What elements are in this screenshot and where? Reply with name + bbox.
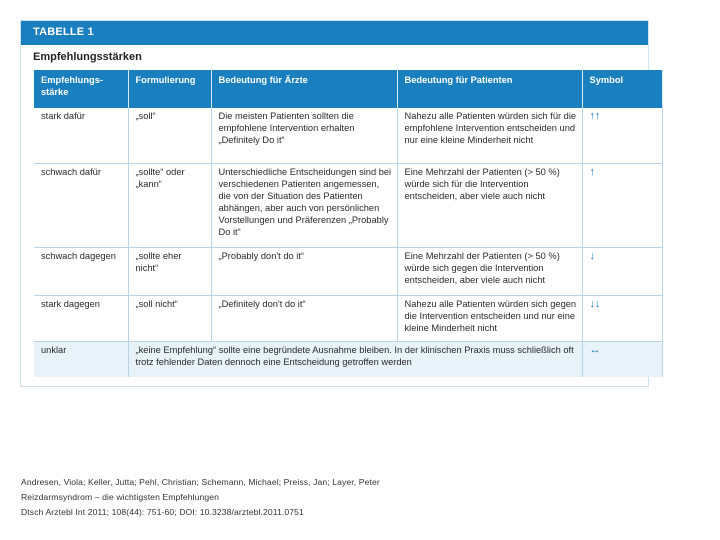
header-doctors: Bedeutung für Ärzte (211, 70, 397, 108)
double-down-arrow-icon: ↓↓ (582, 295, 662, 341)
cell-wording: „soll“ (128, 108, 211, 163)
citation-authors: Andresen, Viola; Keller, Jutta; Pehl, Christian; Schemann, Michael; Preiss, Jan; Layer, Peter (21, 477, 380, 487)
double-up-arrow-icon: ↑↑ (582, 108, 662, 163)
cell-patients: Nahezu alle Patienten würden sich gegen die Intervention entscheiden und nur eine kleine Minderheit nicht (397, 295, 582, 341)
header-strength: Empfehlungs- stärke (34, 70, 128, 108)
citation-title: Reizdarmsyndrom – die wichtigsten Empfehlungen (21, 492, 220, 502)
cell-patients: Eine Mehrzahl der Patienten (> 50 %) würde sich gegen die Intervention entscheiden, aber viele auch nicht (397, 247, 582, 295)
table-header-row (34, 70, 662, 108)
table-figure (20, 20, 649, 387)
cell-doctors: Die meisten Patienten sollten die empfohlene Intervention erhalten „Definitely Do it“ (211, 108, 397, 163)
cell-strength: schwach dagegen (34, 247, 128, 295)
left-right-arrow-icon: ↔ (582, 341, 662, 377)
table-row (34, 108, 662, 163)
table-subtitle: Empfehlungsstärken (33, 51, 142, 63)
cell-strength: unklar (34, 341, 128, 377)
citation (21, 475, 380, 520)
table-row-unclear (34, 341, 662, 377)
citation-source: Dtsch Arztebl Int 2011; 108(44): 751-60; DOI: 10.3238/arztebl.2011.0751 (21, 507, 304, 517)
header-wording: Formulierung (128, 70, 211, 108)
cell-strength: stark dafür (34, 108, 128, 163)
recommendation-table (34, 70, 663, 377)
cell-wording: „sollte eher nicht“ (128, 247, 211, 295)
cell-unclear-text: „keine Empfehlung“ sollte eine begründete Ausnahme bleiben. In der klinischen Praxis muss schließlich oft trotz fehlender Daten dennoch eine Entscheidung getroffen werden (128, 341, 582, 377)
table-row (34, 295, 662, 341)
down-arrow-icon: ↓ (582, 247, 662, 295)
cell-patients: Nahezu alle Patienten würden sich für die empfohlene Intervention entscheiden und nur eine kleine Minderheit nicht (397, 108, 582, 163)
cell-strength: schwach dafür (34, 163, 128, 247)
table-row (34, 163, 662, 247)
header-symbol: Symbol (582, 70, 662, 108)
table-title: TABELLE 1 (21, 21, 648, 45)
cell-wording: „sollte“ oder „kann“ (128, 163, 211, 247)
cell-patients: Eine Mehrzahl der Patienten (> 50 %) würde sich für die Intervention entscheiden, aber viele auch nicht (397, 163, 582, 247)
cell-wording: „soll nicht“ (128, 295, 211, 341)
cell-strength: stark dagegen (34, 295, 128, 341)
header-patients: Bedeutung für Patienten (397, 70, 582, 108)
cell-doctors: Unterschiedliche Entscheidungen sind bei verschiedenen Patienten angemessen, die von der Situation des Patienten abhängen, aber auch von persönlichen Vorstellungen und Präferenzen „Probably Do it“ (211, 163, 397, 247)
up-arrow-icon: ↑ (582, 163, 662, 247)
cell-doctors: „Definitely don't do it“ (211, 295, 397, 341)
table-row (34, 247, 662, 295)
cell-doctors: „Probably don't do it“ (211, 247, 397, 295)
